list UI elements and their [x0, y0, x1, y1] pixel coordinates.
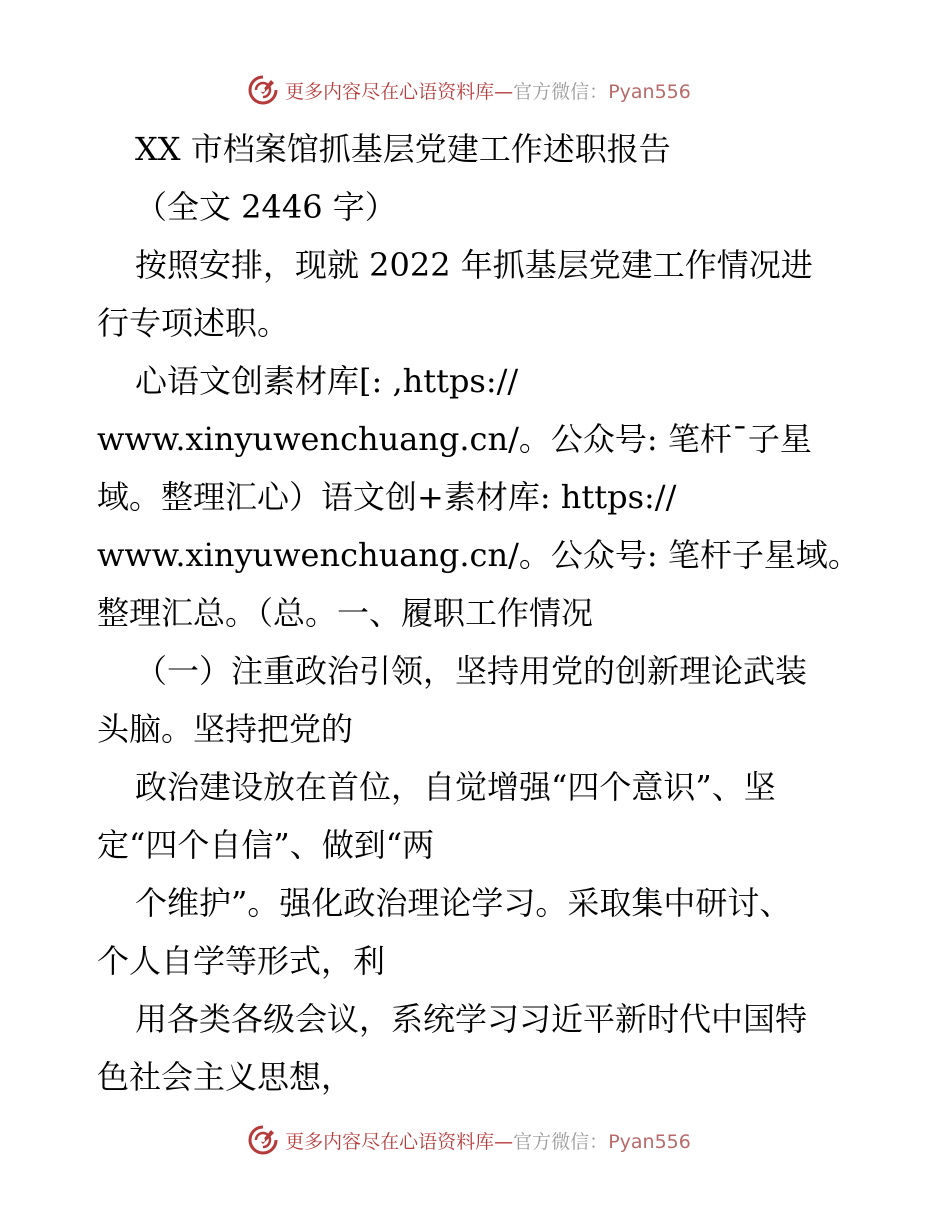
banner-dash: — — [494, 1130, 514, 1153]
footer-watermark-text — [285, 1127, 691, 1154]
paragraph-line: 定“四个自信”、做到“两 — [97, 826, 435, 864]
banner-wechat-id: Pyan556 — [608, 1130, 691, 1153]
paragraph-line: 个维护”。强化政治理论学习。采取集中研讨、 — [135, 884, 792, 922]
footer-watermark-banner — [0, 1120, 950, 1160]
paragraph-line: 头脑。坚持把党的 — [97, 710, 354, 748]
header-watermark-banner — [0, 70, 950, 110]
paragraph-line: www.xinyuwenchuang.cn/。公众号: 笔杆¯子星 — [97, 420, 812, 458]
paragraph-line: 心语文创素材库[: ,https:// — [135, 362, 519, 400]
paragraph-line: （一）注重政治引领，坚持用党的创新理论武装 — [135, 652, 808, 690]
banner-wechat-id: Pyan556 — [608, 80, 691, 103]
pen-nib-swirl-logo-icon — [247, 74, 279, 106]
banner-main-text: 更多内容尽在心语资料库 — [285, 1130, 495, 1153]
paragraph-line: www.xinyuwenchuang.cn/。公众号: 笔杆子星域。 — [97, 536, 860, 574]
paragraph-line: 用各类各级会议，系统学习习近平新时代中国特 — [135, 1000, 808, 1038]
document-title: XX 市档案馆抓基层党建工作述职报告 — [135, 130, 671, 168]
paragraph-line: 按照安排，现就 2022 年抓基层党建工作情况进 — [135, 246, 813, 284]
word-count-line: （全文 2446 字） — [135, 188, 397, 226]
pen-nib-swirl-logo-icon — [247, 1124, 279, 1156]
paragraph-line: 域。整理汇心）语文创+素材库: https:// — [97, 478, 677, 516]
banner-dash: — — [494, 80, 514, 103]
banner-official-label: 官方微信： — [513, 1130, 609, 1153]
document-body — [97, 120, 860, 1106]
banner-main-text: 更多内容尽在心语资料库 — [285, 80, 495, 103]
paragraph-line: 政治建设放在首位，自觉增强“四个意识”、坚 — [135, 768, 776, 806]
paragraph-line: 整理汇总。（总。一、履职工作情况 — [97, 594, 594, 632]
banner-official-label: 官方微信： — [513, 80, 609, 103]
header-watermark-text — [285, 77, 691, 104]
paragraph-line: 个人自学等形式，利 — [97, 942, 386, 980]
paragraph-line: 行专项述职。 — [97, 304, 290, 342]
paragraph-line: 色社会主义思想， — [97, 1058, 354, 1096]
